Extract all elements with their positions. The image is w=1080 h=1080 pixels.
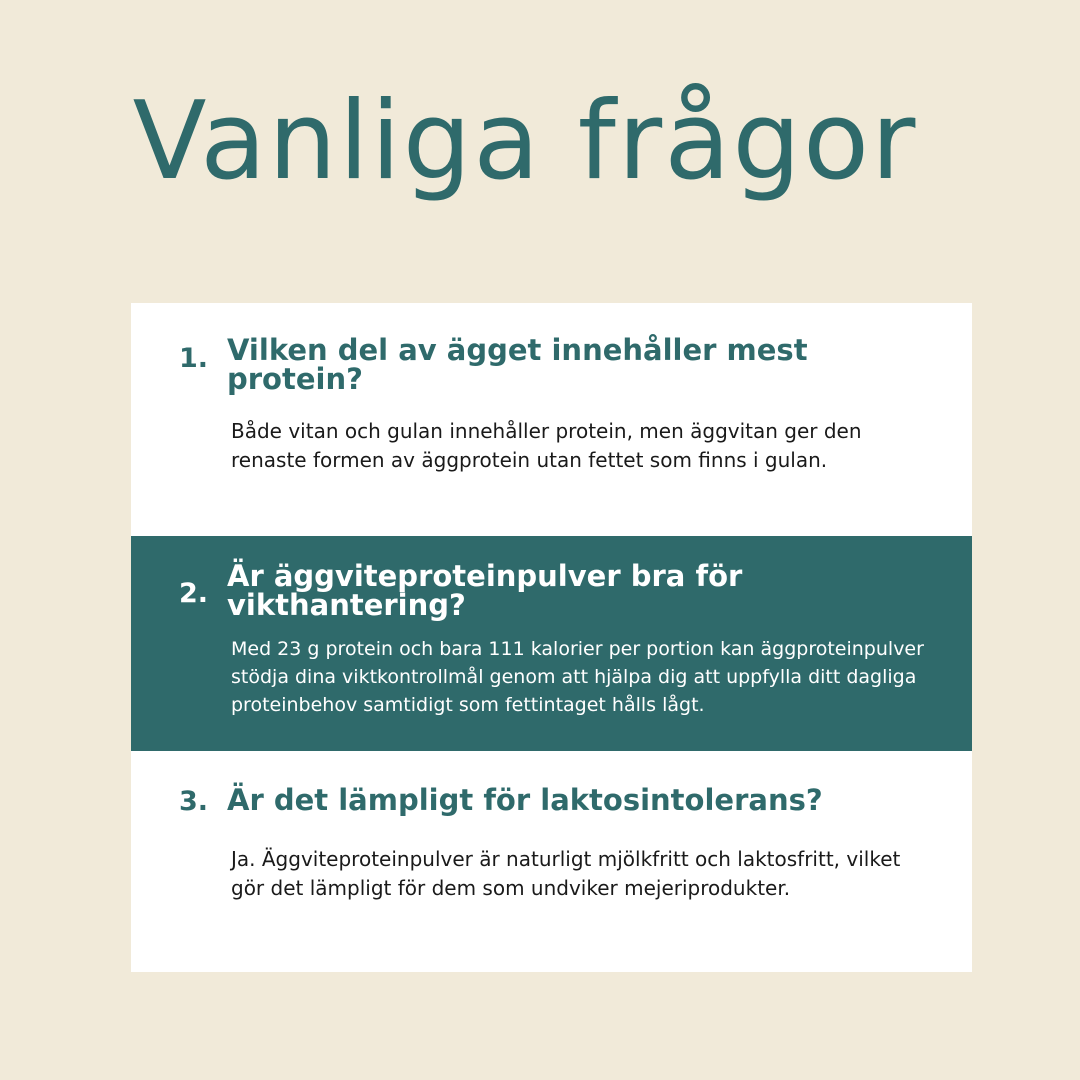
faq-answer: Både vitan och gulan innehåller protein, men äggvitan ger den renaste formen av äggprotein utan fettet som finns i gulan. (231, 419, 862, 472)
faq-answer: Med 23 g protein och bara 111 kalorier per portion kan äggproteinpulver stödja dina viktkontrollmål genom att hjälpa dig att uppfylla ditt dagliga proteinbehov samtidigt som fettintaget hålls lågt. (231, 638, 924, 716)
page-title: Vanliga frågor (132, 79, 918, 204)
faq-card (131, 303, 972, 972)
faq-question: Är äggviteproteinpulver bra för vikthantering? (227, 559, 743, 622)
faq-item-3 (131, 751, 972, 972)
faq-number: 2. (179, 578, 209, 609)
faq-question: Är det lämpligt för laktosintolerans? (227, 783, 823, 817)
faq-number: 1. (179, 343, 209, 374)
faq-question: Vilken del av ägget innehåller mest protein? (227, 333, 808, 396)
faq-number: 3. (179, 786, 209, 817)
faq-answer: Ja. Äggviteproteinpulver är naturligt mjölkfritt och laktosfritt, vilket gör det lämpligt för dem som undviker mejeriprodukter. (231, 847, 901, 900)
faq-item-1 (131, 303, 972, 536)
faq-item-2 (131, 536, 972, 751)
